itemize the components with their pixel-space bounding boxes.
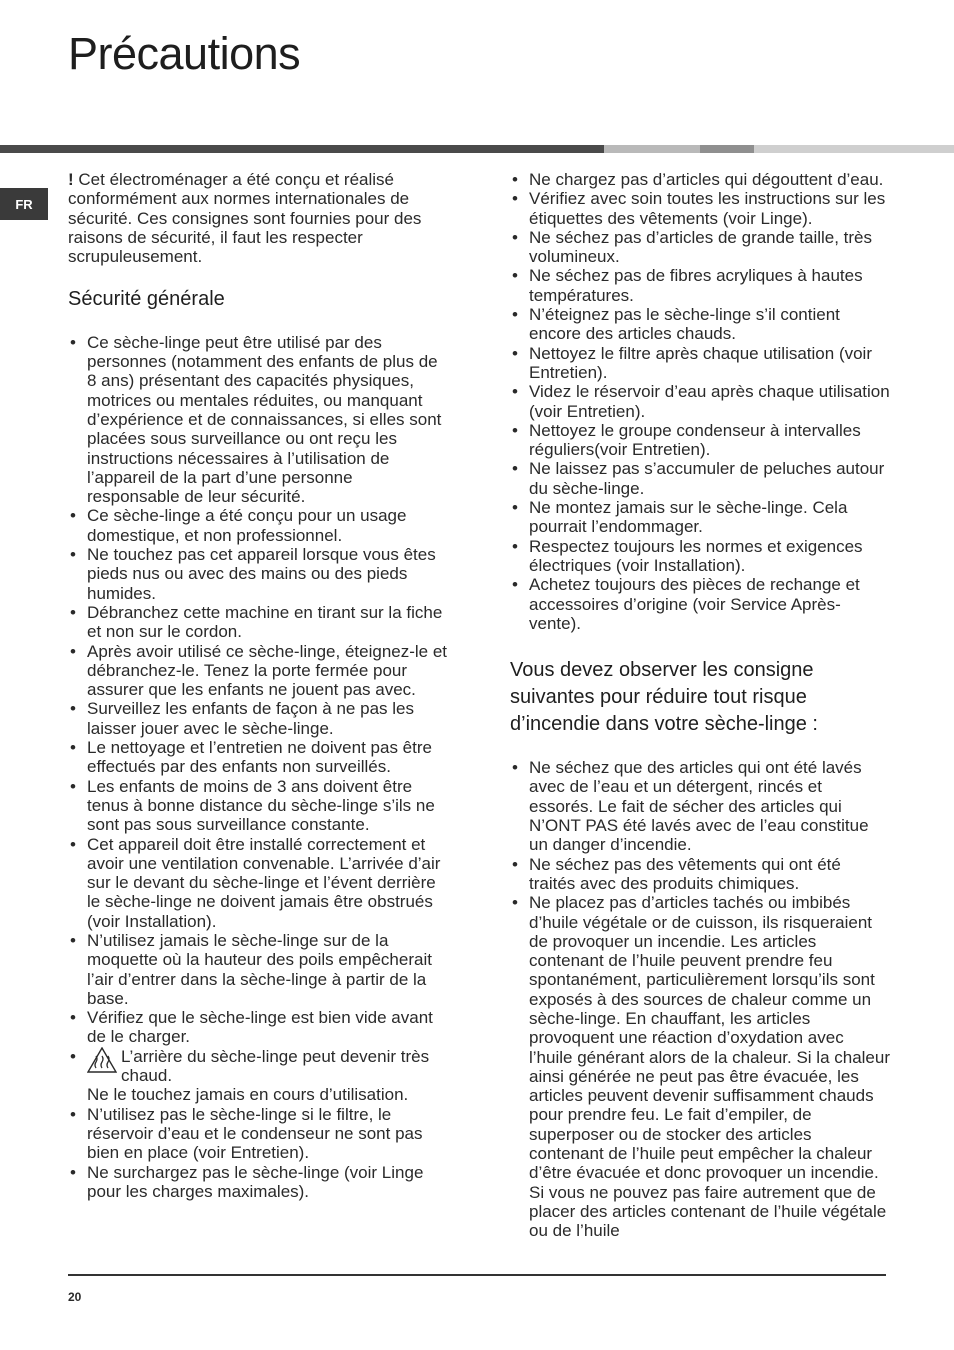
intro-paragraph: [68, 170, 448, 266]
language-tab: FR: [0, 188, 48, 220]
hot-surface-icon: [87, 1047, 117, 1086]
hot-surface-text: • L’arrière du sèche-linge peut devenir très chaud.: [121, 1046, 430, 1086]
list-item: • Après avoir utilisé ce sèche-linge, éteignez-le et débranchez-le. Tenez la porte fermée pour assurer que les enfants ne jouent pas avec.: [68, 642, 448, 700]
header-bar-dark: [0, 145, 604, 153]
list-item: • Nettoyez le filtre après chaque utilisation (voir Entretien).: [510, 344, 890, 383]
list-item: • Vérifiez avec soin toutes les instructions sur les étiquettes des vêtements (voir Linge).: [510, 189, 890, 228]
list-item: • Ne séchez pas d’articles de grande taille, très volumineux.: [510, 228, 890, 267]
header-bar-dark-short: [700, 145, 754, 153]
page-number: 20: [68, 1290, 82, 1304]
list-item: • Débranchez cette machine en tirant sur la fiche et non sur le cordon.: [68, 603, 448, 642]
list-item: • Ce sèche-linge a été conçu pour un usage domestique, et non professionnel.: [68, 506, 448, 545]
list-item: • Ne séchez pas des vêtements qui ont été traités avec des produits chimiques.: [510, 855, 890, 894]
list-item: • Respectez toujours les normes et exigences électriques (voir Installation).: [510, 537, 890, 576]
right-column: [510, 170, 890, 1241]
list-item: • N’utilisez pas le sèche-linge si le filtre, le réservoir d’eau et le condenseur ne sont pas bien en place (voir Entretien).: [68, 1105, 448, 1163]
list-item: • N’utilisez jamais le sèche-linge sur de la moquette où la hauteur des poils empêcherait l’air d’entrer dans la sèche-linge à partir de la base.: [68, 931, 448, 1008]
list-item: • Surveillez les enfants de façon à ne pas les laisser jouer avec le sèche-linge.: [68, 699, 448, 738]
list-item: • Ne surchargez pas le sèche-linge (voir Linge pour les charges maximales).: [68, 1163, 448, 1202]
list-item: • Videz le réservoir d’eau après chaque utilisation (voir Entretien).: [510, 382, 890, 421]
header-bar-light: [604, 145, 700, 153]
list-item: • Ne placez pas d’articles tachés ou imbibés d’huile végétale or de cuisson, ils risqueraient de provoquer un incendie. Les articles contenant de l’huile peuvent prendre feu spontanément, particulièrement lorsqu’ils sont exposés à des sources de chaleur comme un sèche-linge. En chauffant, les articles provoquent une réaction d’oxydation avec l’huile générant alors de la chaleur. Si la chaleur ainsi générée ne peut pas être évacuée, les articles peuvent devenir suffisamment chauds pour prendre feu. Le fait d’empiler, de superposer ou de stocker des articles contenant de l’huile peut empêcher la chaleur d’être évacuée et donc provoquer un incendie. Si vous ne pouvez pas faire autrement que de placer des articles contenant de l’huile végétale ou de l’huile: [510, 893, 890, 1240]
list-item: • Ne séchez que des articles qui ont été lavés avec de l’eau et un détergent, rincés et essorés. Le fait de sécher des articles qui N’ONT PAS été lavés avec de l’eau constitue un danger d’incendie.: [510, 758, 890, 854]
fire-safety-list: [510, 758, 890, 1240]
warning-mark: !: [68, 170, 74, 189]
general-safety-list: [68, 333, 448, 1201]
list-item: • N’éteignez pas le sèche-linge s’il contient encore des articles chauds.: [510, 305, 890, 344]
list-item: • Ne chargez pas d’articles qui dégouttent d’eau.: [510, 170, 890, 189]
list-item: • Ne laissez pas s’accumuler de peluches autour du sèche-linge.: [510, 459, 890, 498]
list-item: • Cet appareil doit être installé correctement et avoir une ventilation convenable. L’arrivée d’air sur le devant du sèche-linge et l’évent derrière le sèche-linge ne doivent jamais être obstrués (voir Installation).: [68, 835, 448, 931]
left-column: [68, 170, 448, 1201]
footer-divider: [68, 1274, 886, 1276]
list-item: • Les enfants de moins de 3 ans doivent être tenus à bonne distance du sèche-linge s’ils ne sont pas sous surveillance constante.: [68, 777, 448, 835]
section-heading-general: Sécurité générale: [68, 288, 225, 311]
list-item: • Vérifiez que le sèche-linge est bien vide avant de le charger.: [68, 1008, 448, 1047]
general-safety-list-continued: [510, 170, 890, 633]
section-heading-fire: Vous devez observer les consigne suivantes pour réduire tout risque d’incendie dans votre sèche-linge :: [510, 659, 818, 736]
hot-surface-note: Ne le touchez jamais en cours d’utilisation.: [87, 1085, 409, 1105]
list-item-hot-surface: [68, 1047, 448, 1105]
list-item: • Achetez toujours des pièces de rechange et accessoires d’origine (voir Service Après-vente).: [510, 575, 890, 633]
page-title: Précautions: [68, 28, 301, 79]
list-item: • Ne montez jamais sur le sèche-linge. Cela pourrait l’endommager.: [510, 498, 890, 537]
list-item: • Le nettoyage et l’entretien ne doivent pas être effectués par des enfants non surveillés.: [68, 738, 448, 777]
list-item: • Ne touchez pas cet appareil lorsque vous êtes pieds nus ou avec des mains ou des pieds humides.: [68, 545, 448, 603]
list-item: • Ne séchez pas de fibres acryliques à hautes températures.: [510, 266, 890, 305]
header-bar-lighter: [754, 145, 954, 153]
intro-text: Cet électroménager a été conçu et réalisé conformément aux normes internationales de sécurité. Ces consignes sont fournies pour des raisons de sécurité, il faut les respecter scrupuleusement.: [68, 170, 422, 267]
list-item: • Ce sèche-linge peut être utilisé par des personnes (notamment des enfants de plus de 8 ans) présentant des capacités physiques, motrices ou mentales réduites, ou manquant d’expérience et de connaissances, si elles sont placées sous surveillance ou ont reçu les instructions nécessaires à l’utilisation de l’appareil de la part d’une personne responsable de leur sécurité.: [68, 333, 448, 507]
list-item: • Nettoyez le groupe condenseur à intervalles réguliers(voir Entretien).: [510, 421, 890, 460]
